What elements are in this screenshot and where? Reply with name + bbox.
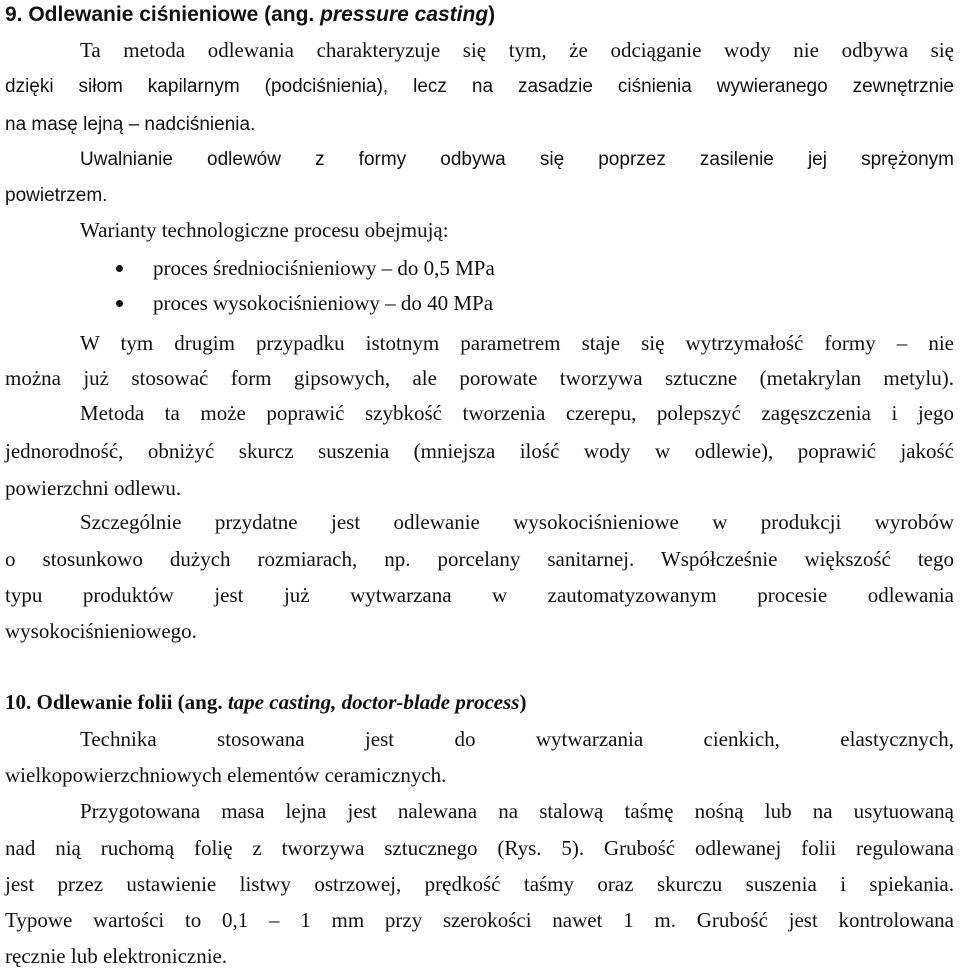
section-10-heading-prefix: 10. Odlewanie folii (ang. — [5, 690, 228, 714]
section-9-heading-prefix: 9. Odlewanie ciśnieniowe (ang. — [5, 3, 321, 26]
section-10-heading-suffix: ) — [519, 690, 527, 714]
section-9-heading-term: pressure casting — [320, 3, 489, 26]
paragraph-line: dzięki siłom kapilarnym (podciśnienia), lecz na zasadzie ciśnienia wywieranego zewnętrznie — [5, 76, 954, 97]
paragraph-line: ręcznie lub elektronicznie. — [5, 944, 228, 968]
paragraph-line: W tym drugim przypadku istotnym parametrem staje się wytrzymałość formy – nie — [80, 331, 954, 355]
paragraph-line: jednorodność, obniżyć skurcz suszenia (mniejsza ilość wody w odlewie), poprawić jakość — [5, 439, 954, 463]
paragraph-line: Typowe wartości to 0,1 – 1 mm przy szerokości nawet 1 m. Grubość jest kontrolowana — [5, 908, 954, 932]
section-9-heading — [5, 4, 495, 25]
paragraph-line: powietrzem. — [5, 185, 108, 206]
bullet-point — [116, 265, 123, 272]
paragraph-line: Warianty technologiczne procesu obejmują: — [80, 218, 449, 242]
list-item: proces wysokociśnieniowy – do 40 MPa — [153, 291, 494, 315]
paragraph-line: Ta metoda odlewania charakteryzuje się tym, że odciąganie wody nie odbywa się — [80, 38, 954, 62]
paragraph-line: na masę lejną – nadciśnienia. — [5, 114, 256, 135]
list-item: proces średniociśnieniowy – do 0,5 MPa — [153, 256, 495, 280]
paragraph-line: Uwalnianie odlewów z formy odbywa się poprzez zasilenie jej sprężonym — [80, 149, 954, 170]
paragraph-line: wielkopowierzchniowych elementów ceramicznych. — [5, 763, 447, 787]
paragraph-line: jest przez ustawienie listwy ostrzowej, prędkość taśmy oraz skurczu suszenia i spiekania. — [5, 872, 954, 896]
section-9-heading-suffix: ) — [488, 3, 496, 26]
paragraph-line: typu produktów jest już wytwarzana w zautomatyzowanym procesie odlewania — [5, 583, 954, 607]
paragraph-line: Technika stosowana jest do wytwarzania cienkich, elastycznych, — [80, 727, 954, 751]
paragraph-line: powierzchni odlewu. — [5, 476, 182, 500]
paragraph-line: wysokociśnieniowego. — [5, 619, 197, 643]
bullet-point — [116, 300, 123, 307]
paragraph-line: nad nią ruchomą folię z tworzywa sztucznego (Rys. 5). Grubość odlewanej folii regulowana — [5, 836, 954, 860]
paragraph-line: Metoda ta może poprawić szybkość tworzenia czerepu, polepszyć zagęszczenia i jego — [80, 401, 954, 425]
section-10-heading-term: tape casting, doctor-blade process — [227, 690, 520, 714]
paragraph-line: o stosunkowo dużych rozmiarach, np. porcelany sanitarnej. Współcześnie większość tego — [5, 547, 954, 571]
section-10-heading — [5, 692, 526, 713]
paragraph-line: Szczególnie przydatne jest odlewanie wysokociśnieniowe w produkcji wyrobów — [80, 510, 954, 534]
paragraph-line: Przygotowana masa lejna jest nalewana na stalową taśmę nośną lub na usytuowaną — [80, 799, 954, 823]
paragraph-line: można już stosować form gipsowych, ale porowate tworzywa sztuczne (metakrylan metylu). — [5, 366, 954, 390]
